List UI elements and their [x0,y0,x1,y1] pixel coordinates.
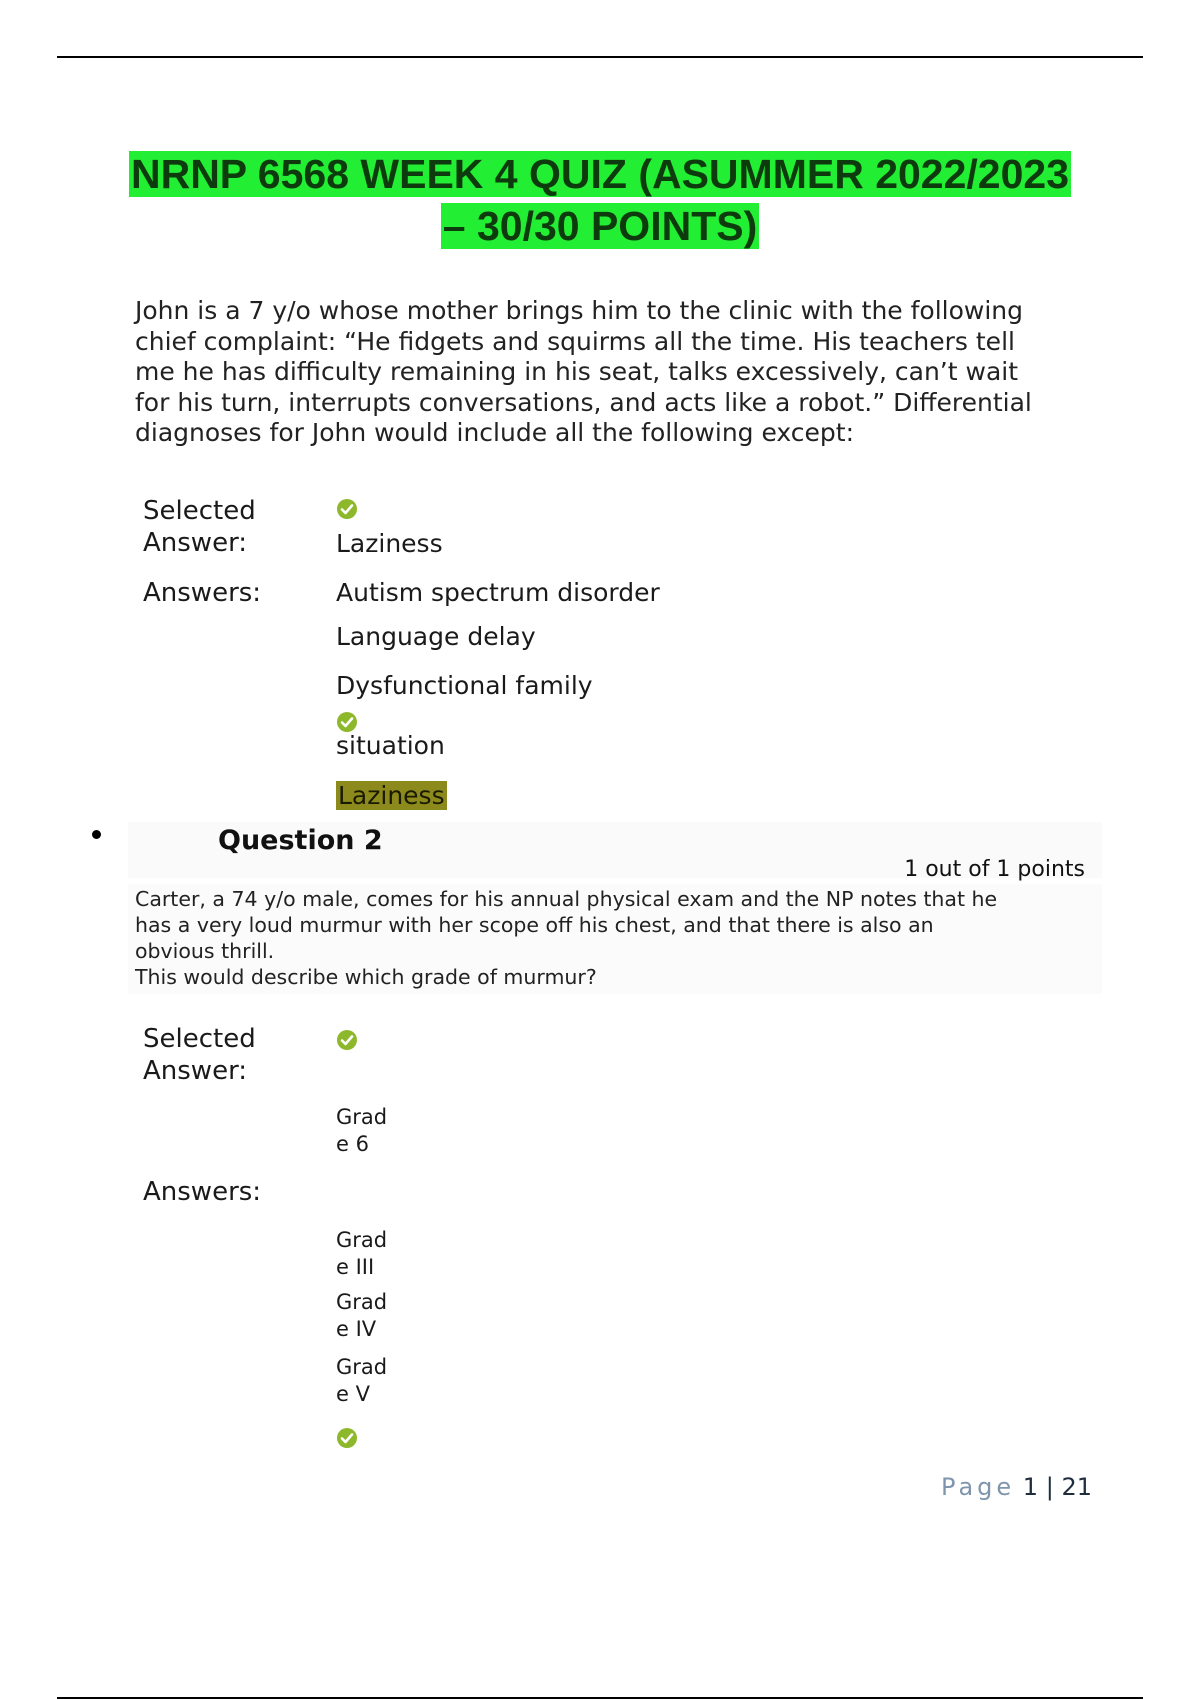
q2-selected-answer-line2: e 6 [336,1132,369,1156]
q1-answers-label: Answers: [143,578,262,608]
q2-text-line: This would describe which grade of murmur? [135,965,597,989]
q2-answer-item [336,1227,387,1281]
bottom-rule [57,1697,1143,1699]
q1-correct-answer-highlight [336,781,447,811]
q2-answer-line1: Grad [336,1290,388,1314]
question-2-title: Question 2 [218,825,383,856]
check-circle-icon [336,711,358,733]
q2-answer-line2: e III [336,1255,375,1279]
q2-answer-line1: Grad [336,1355,388,1379]
q2-selected-label-line1: Selected [143,1024,256,1054]
q1-answer-item: Dysfunctional family [336,671,593,700]
q2-answer-item [336,1289,387,1343]
check-circle-icon [336,498,358,520]
q1-answer-item: Laziness [338,781,445,810]
q2-answer-line2: e IV [336,1317,377,1341]
bullet-icon [92,830,101,839]
q1-answer-item: situation [336,731,445,760]
q2-selected-answer [336,1104,387,1158]
question-2-text [135,886,1075,990]
q1-answer-item: Autism spectrum disorder [336,578,660,607]
q1-selected-label-line1: Selected [143,496,256,526]
q1-selected-label [143,495,256,559]
top-rule [57,56,1143,58]
title-line-1: NRNP 6568 WEEK 4 QUIZ (ASUMMER 2022/2023 [130,151,1069,197]
page-current: 1 [1022,1473,1039,1501]
page-separator: | [1045,1473,1054,1501]
q2-selected-answer-line1: Grad [336,1105,388,1129]
q2-selected-label [143,1023,256,1087]
check-circle-icon [336,1029,358,1051]
page-word: Page [941,1473,1016,1501]
title-line-2: – 30/30 POINTS) [442,203,758,249]
q2-text-line: Carter, a 74 y/o male, comes for his annual physical exam and the NP notes that he [135,887,998,911]
q2-selected-label-line2: Answer: [143,1056,248,1086]
q2-answer-line1: Grad [336,1228,388,1252]
page-total: 21 [1061,1473,1092,1501]
q2-answer-item [336,1354,387,1408]
q2-answer-line2: e V [336,1382,370,1406]
question-2-points: 1 out of 1 points [904,857,1085,882]
q2-text-line: obvious thrill. [135,939,275,963]
q1-selected-label-line2: Answer: [143,528,248,558]
q2-answers-label: Answers: [143,1177,262,1207]
q2-text-line: has a very loud murmur with her scope off his chest, and that there is also an [135,913,934,937]
page-number [941,1472,1092,1502]
q1-selected-answer: Laziness [336,529,443,558]
check-circle-icon [336,1427,358,1449]
q1-answer-item: Language delay [336,622,536,651]
document-title [80,148,1120,252]
question-1-text: John is a 7 y/o whose mother brings him to the clinic with the following chief complaint: “He fidgets and squirms all the time. His teachers tell me he has difficulty remaining in his seat, talks excessively, can’t wait for his turn, interrupts conversations, and acts like a robot.” Differential diagnoses for John would include all the following except: [135,296,1032,447]
